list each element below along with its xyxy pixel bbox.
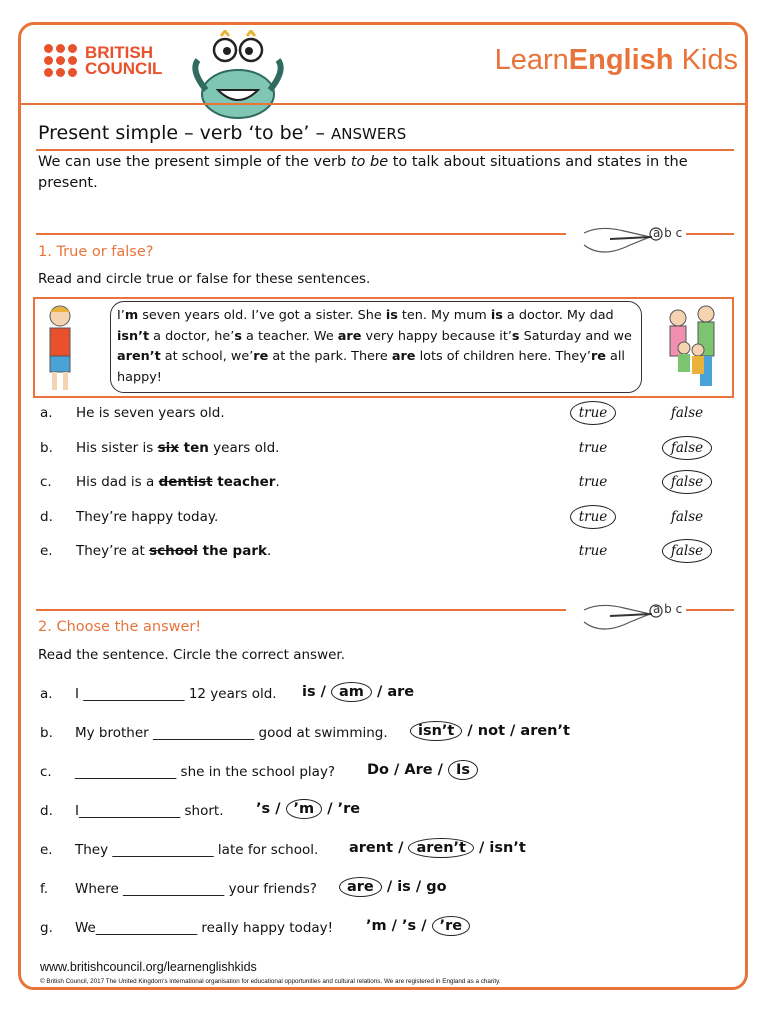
bc-line1: BRITISH xyxy=(85,42,153,62)
passage-fragment: at the park. There xyxy=(268,349,392,364)
passage-fragment: Saturday and we xyxy=(519,328,632,344)
answer-option[interactable]: is xyxy=(302,684,316,700)
writing-hand-icon xyxy=(580,215,683,265)
statement-text xyxy=(76,509,218,525)
passage-verb: is xyxy=(385,308,398,323)
passage-fragment: I’ xyxy=(117,308,125,323)
true-option[interactable]: true xyxy=(578,474,608,490)
item-letter: a. xyxy=(40,686,53,702)
sentence-text: _______________ she in the school play? xyxy=(75,764,336,780)
answer-options: are / is / go xyxy=(339,879,447,895)
hand-abc-label: a b c xyxy=(653,226,683,240)
true-option[interactable]: true xyxy=(566,405,620,421)
learnenglish-kids-logo: LearnEnglish Kids xyxy=(494,44,738,76)
item-letter: c. xyxy=(40,474,52,490)
statement-text xyxy=(76,440,279,456)
statement-pre: His sister is xyxy=(76,439,158,456)
statement-pre: He is seven years old. xyxy=(76,405,225,421)
answer-option[interactable]: Are xyxy=(404,762,433,778)
passage-fragment: ten. My mum xyxy=(397,308,491,323)
true-option[interactable]: true xyxy=(566,509,620,525)
answer-options: Do / Are / Is xyxy=(367,762,478,778)
section1-instruction: Read and circle true or false for these sentences. xyxy=(38,271,371,287)
answer-option[interactable]: aren’t xyxy=(520,723,570,739)
statement-post: . xyxy=(266,543,272,559)
bc-dots-icon xyxy=(44,44,77,77)
section1-rule-end xyxy=(686,233,734,235)
page-title: Present simple – verb ‘to be’ – ANSWERS xyxy=(38,122,407,144)
answer-options: arent / aren’t / isn’t xyxy=(349,840,526,856)
speech-bubble xyxy=(110,301,642,393)
hand-abc-label-2: a b c xyxy=(653,602,683,616)
item-letter: b. xyxy=(40,439,53,456)
monster-mascot-icon xyxy=(188,30,288,120)
section1-heading: 1. True or false? xyxy=(38,244,154,260)
header-divider xyxy=(20,103,746,105)
false-option[interactable]: false xyxy=(670,405,704,421)
item-letter: g. xyxy=(40,920,53,936)
statement-text xyxy=(76,543,271,559)
title-underline xyxy=(36,149,734,151)
answer-option[interactable]: ’re xyxy=(337,801,361,817)
passage-fragment: lots of children here. They’ xyxy=(415,349,591,364)
answer-option[interactable]: ’m xyxy=(366,918,387,934)
sentence-text: Where _______________ your friends? xyxy=(75,881,317,897)
passage-verb: aren’t xyxy=(117,349,161,364)
answer-options: ’s / ’m / ’re xyxy=(256,801,361,817)
answer-option[interactable]: go xyxy=(426,879,447,895)
passage-fragment: a doctor. My dad xyxy=(502,308,614,323)
passage-verb: re xyxy=(590,349,606,364)
answer-option[interactable]: ’s xyxy=(402,918,417,934)
correct-option[interactable]: Is xyxy=(448,760,478,780)
false-option[interactable]: false xyxy=(660,440,714,456)
item-letter: a. xyxy=(40,405,53,421)
section2-instruction: Read the sentence. Circle the correct answer. xyxy=(38,647,346,663)
false-option[interactable]: false xyxy=(660,474,714,490)
statement-pre: His dad is a xyxy=(76,474,159,490)
answer-option[interactable]: arent xyxy=(349,840,394,856)
item-letter: e. xyxy=(40,543,53,559)
correct-option[interactable]: ’re xyxy=(432,916,471,936)
struck-word: six xyxy=(157,439,179,456)
answer-option[interactable]: ’s xyxy=(256,801,271,817)
false-option[interactable]: false xyxy=(660,543,714,559)
passage-verb: re xyxy=(253,349,269,364)
struck-word: school xyxy=(149,543,198,559)
statement-pre: They’re happy today. xyxy=(76,508,219,525)
footer-copyright: © British Council, 2017 The United Kingdom’s international organisation for educational opportunities and cultural relations. We are registered in England as a charity. xyxy=(40,978,501,985)
answer-option[interactable]: not xyxy=(477,723,505,739)
answer-option[interactable]: are xyxy=(387,684,415,700)
answer-option[interactable]: isn’t xyxy=(489,840,526,856)
answer-options: isn’t / not / aren’t xyxy=(410,723,570,739)
family-icon xyxy=(662,304,722,392)
correct-option[interactable]: ’m xyxy=(286,799,323,819)
section2-rule xyxy=(36,609,566,611)
sentence-text: I _______________ 12 years old. xyxy=(75,686,277,702)
correct-option[interactable]: are xyxy=(339,877,382,897)
struck-word: dentist xyxy=(158,474,213,490)
passage-verb: is xyxy=(490,308,503,323)
passage-verb: s xyxy=(511,328,520,344)
footer-url[interactable]: www.britishcouncil.org/learnenglishkids xyxy=(40,960,257,974)
passage-verb: are xyxy=(391,349,416,364)
passage-fragment: a teacher. We xyxy=(241,328,338,344)
item-letter: f. xyxy=(40,881,49,897)
answers-label: ANSWERS xyxy=(331,125,407,143)
answer-options: ’m / ’s / ’re xyxy=(366,918,470,934)
answer-options: is / am / are xyxy=(302,684,415,700)
section2-rule-end xyxy=(686,609,734,611)
bc-line2: COUNCIL xyxy=(85,58,163,78)
statement-text xyxy=(76,405,225,421)
section1-rule xyxy=(36,233,566,235)
correct-option[interactable]: isn’t xyxy=(410,721,462,741)
sentence-text: They _______________ late for school. xyxy=(75,842,319,858)
intro-text: We can use the present simple of the verb to be to talk about situations and states in the present. xyxy=(38,154,688,191)
correction-word: ten xyxy=(178,439,209,456)
passage-verb: isn’t xyxy=(117,328,150,344)
boy-icon xyxy=(40,302,80,394)
passage-fragment: a doctor, he’ xyxy=(149,328,235,344)
true-option[interactable]: true xyxy=(578,439,608,456)
section2-heading: 2. Choose the answer! xyxy=(38,619,202,635)
correction-word: teacher xyxy=(212,474,276,490)
passage-verb: are xyxy=(337,328,362,344)
statement-text xyxy=(76,474,280,490)
sentence-text: We_______________ really happy today! xyxy=(75,920,334,936)
answer-option[interactable]: Do xyxy=(367,762,389,778)
correct-option[interactable]: am xyxy=(331,682,372,702)
writing-hand-icon-2 xyxy=(580,592,683,642)
correct-option[interactable]: aren’t xyxy=(408,838,474,858)
sentence-text: I_______________ short. xyxy=(75,803,224,819)
sentence-text: My brother _______________ good at swimming. xyxy=(75,725,388,741)
statement-post: years old. xyxy=(208,439,280,456)
true-option[interactable]: true xyxy=(578,543,608,559)
passage-fragment: seven years old. I’ve got a sister. She xyxy=(138,308,386,323)
item-letter: d. xyxy=(40,508,53,525)
passage-verb: s xyxy=(234,328,242,344)
false-option[interactable]: false xyxy=(670,508,704,525)
answer-option[interactable]: is xyxy=(397,879,411,895)
british-council-logo xyxy=(44,44,162,77)
passage-text xyxy=(117,308,632,385)
correction-word: the park xyxy=(197,543,267,559)
statement-pre: They’re at xyxy=(76,543,150,559)
passage-fragment: very happy because it’ xyxy=(361,328,512,344)
statement-post: . xyxy=(275,474,280,490)
item-letter: d. xyxy=(40,803,53,819)
passage-verb: m xyxy=(124,308,139,323)
passage-fragment: all happy! xyxy=(117,349,625,385)
passage-fragment: at school, we’ xyxy=(160,349,254,364)
item-letter: c. xyxy=(40,764,52,780)
item-letter: b. xyxy=(40,725,53,741)
item-letter: e. xyxy=(40,842,53,858)
